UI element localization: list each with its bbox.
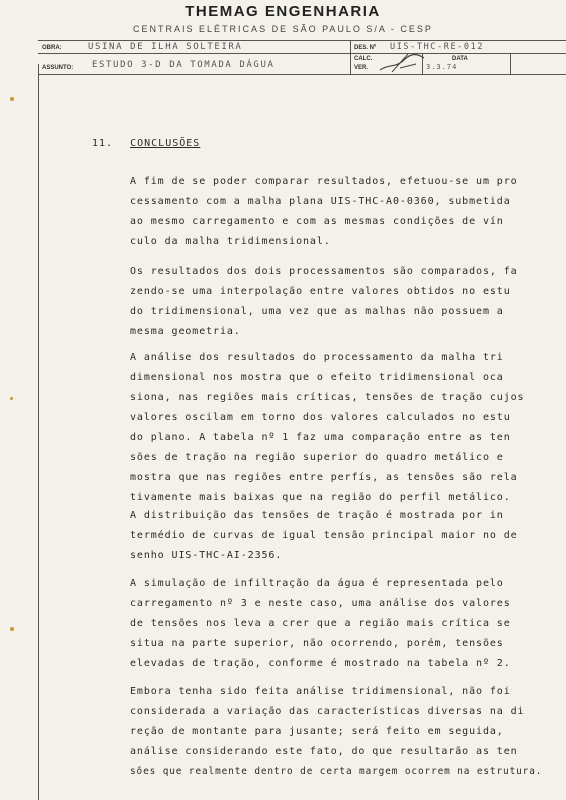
obra-value: USINA DE ILHA SOLTEIRA <box>88 42 243 52</box>
text-line: A fim de se poder comparar resultados, efetuou-se um pro <box>130 176 518 187</box>
text-line: de tensões nos leva a crer que a região mais crítica se <box>130 618 511 629</box>
text-line: cessamento com a malha plana UIS-THC-A0-0360, submetida <box>130 196 511 207</box>
text-line: mostra que nas regiões entre perfís, as tensões são rela <box>130 472 518 483</box>
des-value: UIS-THC-RE-012 <box>390 42 485 52</box>
text-line: Os resultados dos dois processamentos são comparados, fa <box>130 266 518 277</box>
text-line: elevadas de tração, conforme é mostrado na tabela nº 2. <box>130 658 511 669</box>
text-line: mesma geometria. <box>130 326 241 337</box>
section-title: CONCLUSÕES <box>130 138 201 149</box>
paragraph <box>130 348 525 508</box>
header-rule-bottom <box>38 74 566 75</box>
binder-hole-mark <box>10 97 14 101</box>
assunto-value: ESTUDO 3-D DA TOMADA DÁGUA <box>92 60 275 70</box>
text-line: senho UIS-THC-AI-2356. <box>130 550 283 561</box>
text-line: tivamente mais baixas que na região do perfil metálico. <box>130 492 511 503</box>
text-line: A distribuição das tensões de tração é mostrada por in <box>130 510 504 521</box>
text-line: situa na parte superior, não ocorrendo, porém, tensões <box>130 638 504 649</box>
signature <box>378 50 428 76</box>
text-line: carregamento nº 3 e neste caso, uma análise dos valores <box>130 598 511 609</box>
text-line: do tridimensional, uma vez que as malhas não possuem a <box>130 306 504 317</box>
section-number: 11. <box>92 138 114 149</box>
paragraph <box>130 262 525 342</box>
text-line: Embora tenha sido feita análise tridimensional, não foi <box>130 686 511 697</box>
paragraph <box>130 574 525 674</box>
client-name: CENTRAIS ELÉTRICAS DE SÃO PAULO S/A - CESP <box>133 24 433 34</box>
text-line: siona, nas regiões mais críticas, tensões de tração cujos <box>130 392 525 403</box>
text-line: dimensional nos mostra que o efeito tridimensional oca <box>130 372 504 383</box>
section-heading <box>92 138 200 149</box>
data-label: DATA <box>452 56 468 62</box>
assunto-label: ASSUNTO: <box>42 65 74 71</box>
binder-hole-mark <box>10 627 14 631</box>
binder-hole-mark <box>10 397 13 400</box>
text-line: culo da malha tridimensional. <box>130 236 331 247</box>
text-line: termédio de curvas de igual tensão principal maior no de <box>130 530 518 541</box>
paragraph <box>130 682 543 782</box>
text-line: do plano. A tabela nº 1 faz uma comparação entre as ten <box>130 432 511 443</box>
text-line: ao mesmo carregamento e com as mesmas condições de vín <box>130 216 504 227</box>
text-line: sões que realmente dentro de certa margem ocorrem na estrutura. <box>130 766 543 777</box>
calc-label: CALC. <box>354 56 373 62</box>
data-value: 3.3.74 <box>426 63 458 71</box>
company-name: THEMAG ENGENHARIA <box>185 3 381 20</box>
text-line: valores oscilam em torno dos valores calculados no estu <box>130 412 511 423</box>
text-line: sões de tração na região superior do quadro metálico e <box>130 452 504 463</box>
text-line: zendo-se uma interpolação entre valores obtidos no estu <box>130 286 511 297</box>
header-divider-sheet <box>510 53 511 74</box>
text-line: A análise dos resultados do processamento da malha tri <box>130 352 504 363</box>
left-margin-rule <box>38 64 39 800</box>
des-label: DES. Nº <box>354 45 377 51</box>
header-divider-vertical <box>350 40 351 74</box>
paragraph <box>130 506 525 566</box>
ver-label: VER. <box>354 65 369 71</box>
text-line: reção de montante para jusante; será feito em seguida, <box>130 726 504 737</box>
text-line: análise considerando este fato, do que resultarão as ten <box>130 746 518 757</box>
text-line: A simulação de infiltração da água é representada pelo <box>130 578 504 589</box>
text-line: considerada a variação das características diversas na di <box>130 706 525 717</box>
obra-label: OBRA: <box>42 45 62 51</box>
paragraph <box>130 172 525 252</box>
header-rule-middle <box>38 53 566 54</box>
header-rule-top <box>38 40 566 41</box>
